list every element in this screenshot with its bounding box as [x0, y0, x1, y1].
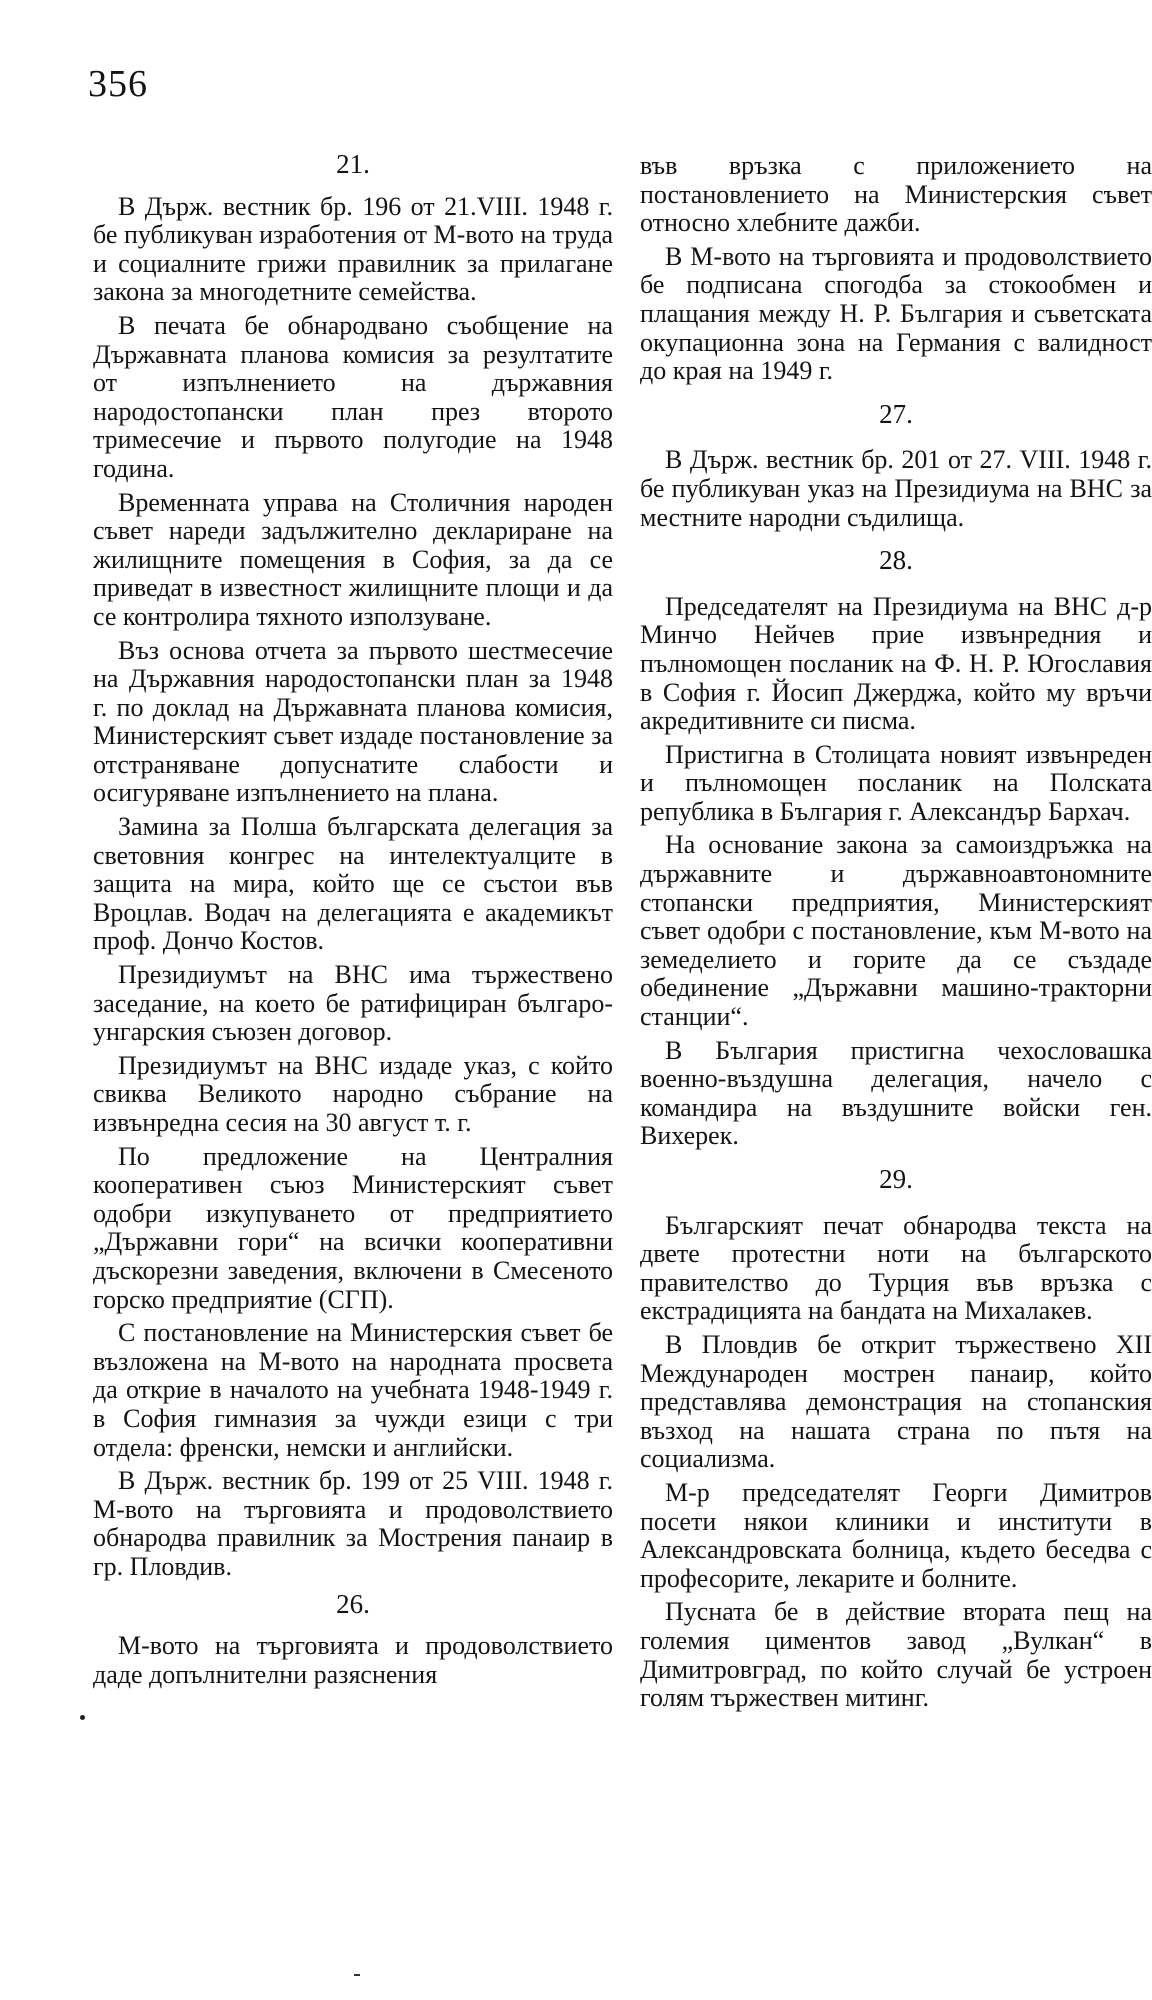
left-column [93, 150, 613, 1694]
section-heading-26: 26. [336, 1588, 370, 1619]
paragraph: М-вото на търговията и продоволствието даде допълнителни разяснения [93, 1631, 613, 1689]
paragraph: В Държ. вестник бр. 201 от 27. VIII. 1948 г. бе публикуван указ на Президиума на ВНС за местните народни съдилища. [640, 445, 1152, 532]
paragraph: В Държ. вестник бр. 199 от 25 VIII. 1948 г. М-вото на търговията и продоволствието обнародва правилник за Мострения панаир в гр. Пловдив. [93, 1466, 613, 1581]
paragraph: В България пристигна чехословашка военно-въздушна делегация, начело с командира на въздушните войски ген. Вихерек. [640, 1035, 1152, 1151]
right-column [640, 152, 1152, 1718]
page-number: 356 [88, 63, 148, 105]
paragraph: Президиумът на ВНС издаде указ, с който свиква Великото народно събрание на извънредна сесия на 30 август т. г. [93, 1050, 613, 1137]
paragraph: Председателят на Президиума на ВНС д-р Минчо Нейчев прие извънредния и пълномощен посланик на Ф. Н. Р. Югославия в София г. Йосип Джерджа, който му връчи акредитивните си писма. [640, 591, 1152, 736]
paragraph: По предложение на Централния кооперативен съюз Министерският съвет одобри изкупуването от предприятието „Държавни гори“ на всички кооперативни дъскорезни заведения, включени в Смесеното горско предприятие (СГП). [93, 1141, 613, 1314]
footer-mark [354, 1974, 360, 1976]
section-heading-28: 28. [879, 545, 913, 576]
margin-dot [80, 1715, 85, 1720]
paragraph: М-р председателят Георги Димитров посети някои клиники и институти в Александровската болница, където беседва с професорите, лекарите и болните. [640, 1477, 1152, 1593]
paragraph: В М-вото на търговията и продоволствието бе подписана спогодба за стокообмен и плащания между Н. Р. България и съветската окупационна зона на Германия с валидност до края на 1949 г. [640, 241, 1152, 386]
section-heading-29: 29. [879, 1164, 913, 1194]
paragraph: Българският печат обнародва текста на двете протестни ноти на българското правителство до Турция във връзка с екстрадицията на бандата на Михалакев. [640, 1210, 1152, 1326]
section-heading-27: 27. [879, 398, 913, 429]
paragraph: С постановление на Министерския съвет бе възложена на М-вото на народната просвета да открие в началото на учебната 1948-1949 г. в София гимназия за чужди езици с три отдела: френски, немски и английски. [93, 1318, 613, 1462]
paragraph: Временната управа на Столичния народен съвет нареди задължително деклариране на жилищните помещения в София, за да се приведат в известност жилищните площи и да се контролира тяхното използуване. [93, 487, 613, 631]
paragraph: В Пловдив бе открит тържествено XII Международен мострен панаир, който представлява демонстрация на стопанския възход на нашата страна по пътя на социализма. [640, 1329, 1152, 1474]
section-heading-21: 21. [336, 149, 370, 179]
paragraph: На основание закона за самоиздръжка на държавните и държавноавтономните стопански предприятия, Министерският съвет одобри с постановление, към М-вото на земеделието и горите да се създаде обединение „Държавни машино-тракторни станции“. [640, 830, 1152, 1032]
paragraph: Президиумът на ВНС има тържествено заседание, на което бе ратифициран българо-унгарския съюзен договор. [93, 960, 613, 1047]
paragraph: Пусната бе в действие втората пещ на големия циментов завод „Вулкан“ в Димитровград, по който случай бе устроен голям тържествен митинг. [640, 1597, 1152, 1713]
paragraph: Замина за Полша българската делегация за световния конгрес на интелектуалците в защита на мира, който ще се състои във Вроцлав. Водач на делегацията е академикът проф. Дончо Костов. [93, 812, 613, 956]
paragraph: Въз основа отчета за първото шестмесечие на Държавния народостопански план за 1948 г. по доклад на Държавната планова комисия, Министерският съвет издаде постановление за отстраняване допуснатите слабости и осигуряване изпълнението на плана. [93, 635, 613, 808]
paragraph: В Държ. вестник бр. 196 от 21.VIII. 1948 г. бе публикуван изработения от М-вото на труда и социалните грижи правилник за прилагане закона за многодетните семейства. [93, 191, 613, 307]
paragraph-continuation: във връзка с приложението на постановлението на Министерския съвет относно хлебните дажби. [640, 151, 1152, 238]
paragraph: Пристигна в Столицата новият извънреден и пълномощен посланик на Полската република в България г. Александър Бархач. [640, 739, 1152, 826]
paragraph: В печата бе обнародвано съобщение на Държавната планова комисия за резултатите от изпълнението на държавния народостопански план през второто тримесечие и първото полугодие на 1948 година. [93, 310, 613, 483]
